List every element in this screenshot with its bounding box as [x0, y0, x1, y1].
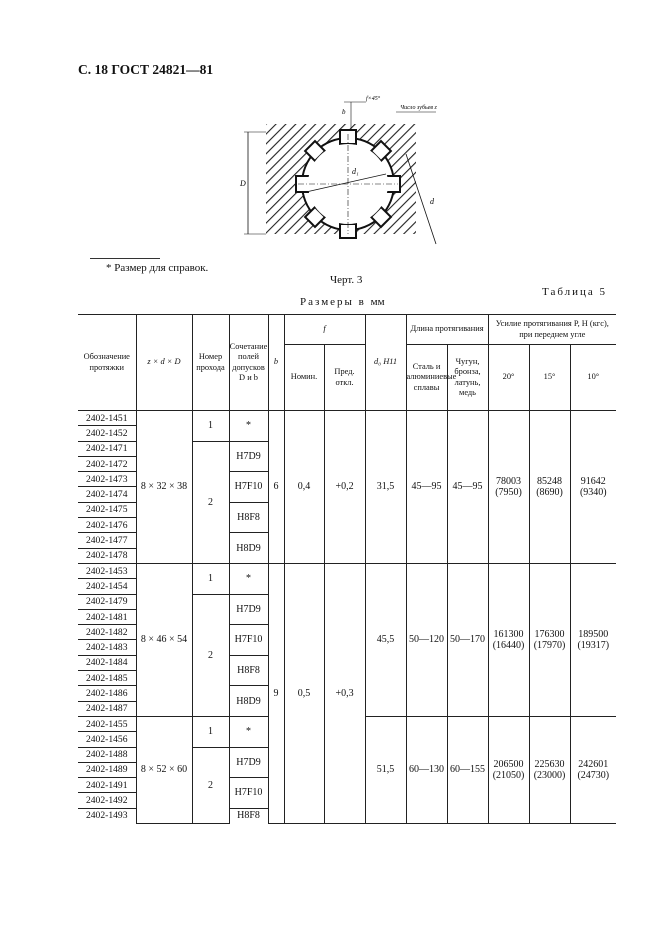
footnote-rule: [90, 258, 160, 259]
table-row: 2402-1479 2 H7D9: [78, 594, 616, 609]
figure-caption: Черт. 3: [330, 274, 363, 286]
table-row: 2402-1454: [78, 579, 616, 594]
col-designation: Обозначение протяжки: [78, 315, 136, 411]
table-row: 2402-1483: [78, 640, 616, 655]
col-force: Усилие протягивания P, Н (кгс), при переднем угле: [488, 315, 616, 345]
svg-text:d₁: d₁: [352, 167, 359, 176]
svg-text:D: D: [240, 179, 246, 188]
table-row: 2402-1473 H7F10: [78, 472, 616, 487]
table-row: 2402-1474: [78, 487, 616, 502]
table-row: 2402-1487: [78, 701, 616, 716]
col-angle-20: 20°: [488, 345, 529, 411]
col-zdD: z × d × D: [136, 315, 192, 411]
col-length: Длина протягивания: [406, 315, 488, 345]
table-row: 2402-1486 H8D9: [78, 686, 616, 701]
table-row: 2402-1489: [78, 762, 616, 777]
col-f: f: [284, 315, 365, 345]
svg-text:b: b: [342, 108, 346, 116]
table-caption: Таблица 5: [542, 286, 608, 298]
col-angle-10: 10°: [570, 345, 616, 411]
table-row: 2402-1452: [78, 426, 616, 441]
table-row: 2402-1456: [78, 732, 616, 747]
svg-text:d: d: [430, 197, 434, 206]
units-caption: Размеры в мм: [300, 296, 385, 308]
col-f-dev: Пред. откл.: [324, 345, 365, 411]
svg-text:Число зубьев z: Число зубьев z: [400, 105, 437, 111]
table-row: 2402-1476: [78, 518, 616, 533]
table-row: 2402-1485: [78, 671, 616, 686]
col-d0: d₀ H11: [365, 315, 406, 411]
col-tolerance: Сочетание полей допусков D и b: [229, 315, 268, 411]
col-len-steel: Сталь и алюминиевые сплавы: [406, 345, 447, 411]
col-b: b: [268, 315, 284, 411]
col-len-cast: Чугун, бронза, латунь, медь: [447, 345, 488, 411]
table-row: 2402-1488 2 H7D9: [78, 747, 616, 762]
table-row: 2402-1484 H8F8: [78, 655, 616, 670]
broach-section-drawing: [236, 94, 476, 259]
table-row: 2402-1492: [78, 793, 616, 808]
table-row: 2402-1451 8 × 32 × 38 1 * 6 0,4 +0,2 31,5 45—95 45—95 78003 (7950) 85248 (8690) 91642 (9340): [78, 411, 616, 426]
table-row: 2402-1491 H7F10: [78, 778, 616, 793]
table-row: 2402-1475 H8F8: [78, 502, 616, 517]
table-row: 2402-1453 8 × 46 × 54 1 * 9 0,5 +0,3 45,5 50—120 50—170 161300 (16440) 176300 (17970) 189500 (19317): [78, 563, 616, 578]
svg-text:f×45°: f×45°: [366, 96, 381, 102]
table-row: 2402-1472: [78, 456, 616, 471]
table-row: 2402-1478: [78, 548, 616, 563]
table-row: 2402-1493 H8F8: [78, 808, 616, 823]
table-row: 2402-1471 2 H7D9: [78, 441, 616, 456]
table-row: 2402-1481: [78, 609, 616, 624]
page-header: С. 18 ГОСТ 24821—81: [78, 62, 214, 77]
table-row: 2402-1477 H8D9: [78, 533, 616, 548]
table-row: 2402-1455 8 × 52 × 60 1 * 51,5 60—130 60—155 206500 (21050) 225630 (23000) 242601 (24730): [78, 716, 616, 731]
col-pass: Номер прохода: [192, 315, 229, 411]
col-angle-15: 15°: [529, 345, 570, 411]
col-f-nom: Номин.: [284, 345, 324, 411]
broach-table: [78, 314, 616, 824]
table-row: 2402-1482 H7F10: [78, 625, 616, 640]
footnote: * Размер для справок.: [106, 262, 209, 274]
